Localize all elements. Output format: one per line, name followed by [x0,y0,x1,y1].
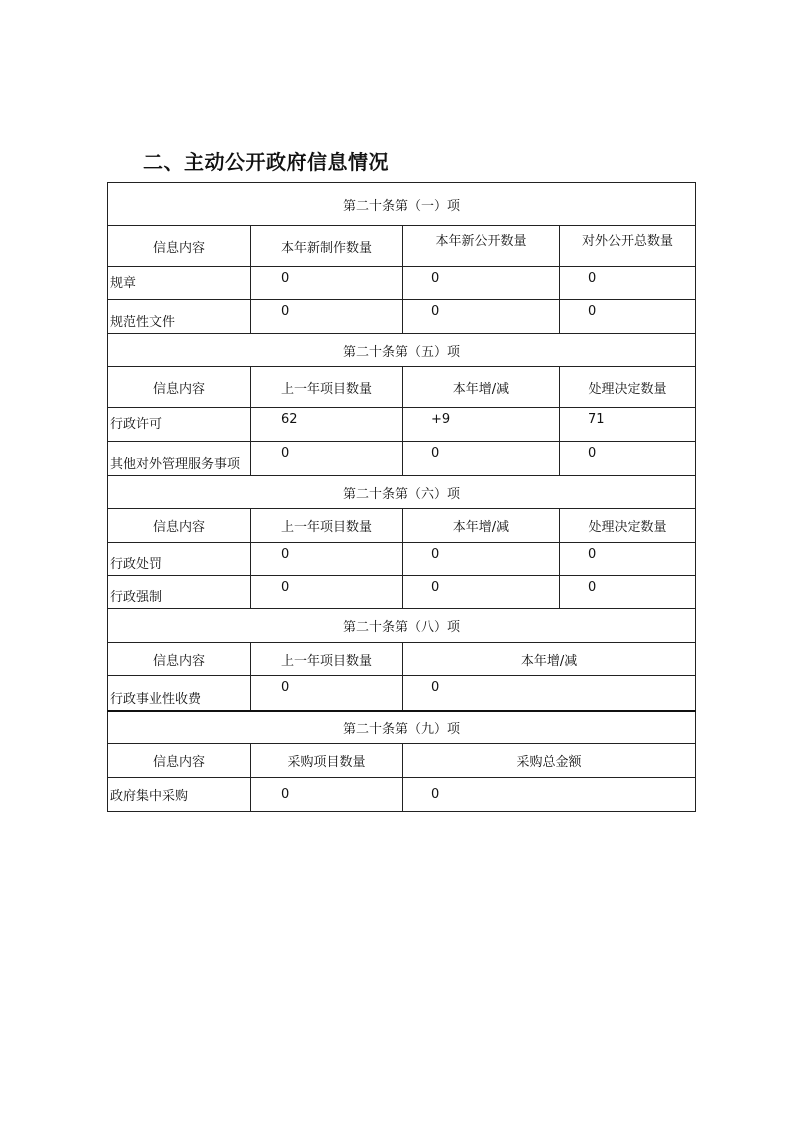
column-header-procurement-count: 采购项目数量 [251,744,403,778]
section-title: 第二十条第（八）项 [108,609,696,643]
row-value: 0 [403,778,696,812]
page-title: 二、主动公开政府信息情况 [143,150,389,174]
row-label: 行政强制 [108,576,251,609]
column-header-content: 信息内容 [108,226,251,267]
disclosure-table [107,182,696,812]
row-value: 0 [403,543,560,576]
row-value: 62 [251,408,403,442]
row-value: 0 [251,778,403,812]
section-title-row [108,476,696,509]
table-row [108,778,696,812]
row-value: 0 [560,576,696,609]
table-row [108,408,696,442]
table-row [108,300,696,334]
section-title: 第二十条第（六）项 [108,476,696,509]
row-value: 0 [560,543,696,576]
header-row [108,643,696,676]
row-label: 行政事业性收费 [108,676,251,711]
section-title-row [108,183,696,226]
section-title: 第二十条第（五）项 [108,334,696,367]
row-value: 0 [251,676,403,711]
column-header-change: 本年增/减 [403,509,560,543]
row-value: 0 [560,300,696,334]
column-header-content: 信息内容 [108,367,251,408]
column-header-content: 信息内容 [108,509,251,543]
row-label: 规章 [108,267,251,300]
section-title-row [108,711,696,744]
row-value: 0 [403,267,560,300]
column-header-new-made: 本年新制作数量 [251,226,403,267]
column-header-prev-year: 上一年项目数量 [251,509,403,543]
row-value: 0 [403,576,560,609]
column-header-prev-year: 上一年项目数量 [251,367,403,408]
row-value: 71 [560,408,696,442]
column-header-prev-year: 上一年项目数量 [251,643,403,676]
table-row [108,676,696,711]
column-header-new-published: 本年新公开数量 [403,226,560,267]
row-label: 其他对外管理服务事项 [108,442,251,476]
column-header-decisions: 处理决定数量 [560,367,696,408]
table-row [108,267,696,300]
header-row [108,509,696,543]
header-row [108,226,696,267]
row-value: 0 [251,543,403,576]
table-row [108,442,696,476]
column-header-total-published: 对外公开总数量 [560,226,696,267]
row-value: +9 [403,408,560,442]
row-label: 规范性文件 [108,300,251,334]
row-value: 0 [251,267,403,300]
section-title-row [108,609,696,643]
column-header-change: 本年增/减 [403,367,560,408]
header-row [108,367,696,408]
column-header-content: 信息内容 [108,744,251,778]
section-title: 第二十条第（九）项 [108,711,696,744]
row-value: 0 [560,267,696,300]
table-row [108,543,696,576]
column-header-decisions: 处理决定数量 [560,509,696,543]
row-value: 0 [560,442,696,476]
row-label: 行政处罚 [108,543,251,576]
row-value: 0 [403,676,696,711]
column-header-change: 本年增/减 [403,643,696,676]
row-value: 0 [251,300,403,334]
header-row [108,744,696,778]
section-title-row [108,334,696,367]
row-value: 0 [403,300,560,334]
row-label: 行政许可 [108,408,251,442]
column-header-content: 信息内容 [108,643,251,676]
row-value: 0 [403,442,560,476]
row-value: 0 [251,442,403,476]
column-header-procurement-amount: 采购总金额 [403,744,696,778]
row-label: 政府集中采购 [108,778,251,812]
section-title: 第二十条第（一）项 [108,183,696,226]
table-row [108,576,696,609]
row-value: 0 [251,576,403,609]
